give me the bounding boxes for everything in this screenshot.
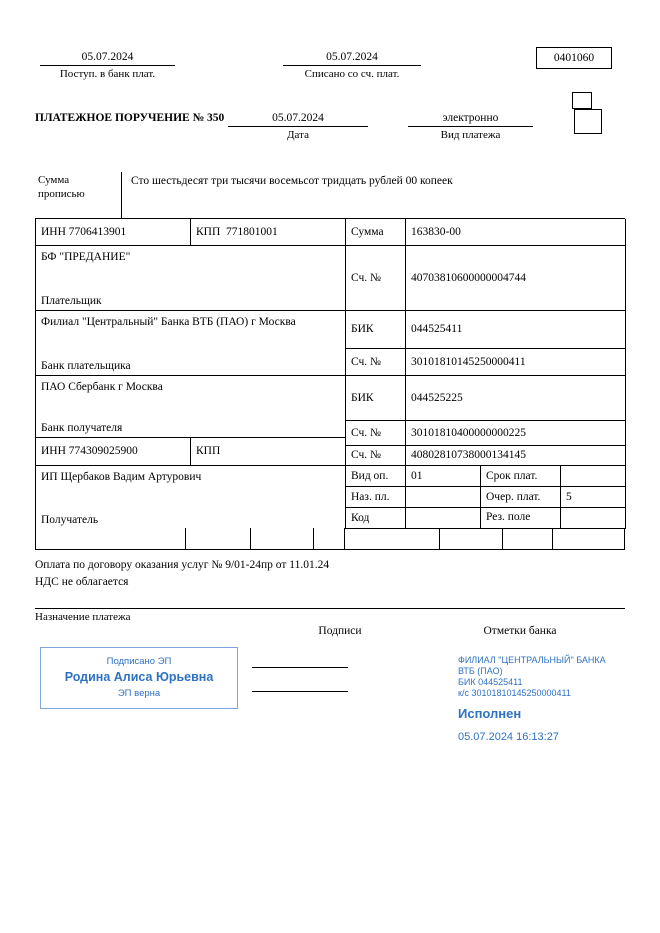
received-date-label: Поступ. в банк плат.: [59, 68, 156, 81]
payer-account-label-cell: Сч. №: [346, 246, 406, 311]
payee-account-label-cell: Сч. №: [346, 446, 406, 466]
purpose-divider: [35, 608, 625, 625]
payer-name: БФ "ПРЕДАНИЕ": [41, 251, 131, 263]
esign-signer-name: Родина Алиса Юрьевна: [64, 670, 214, 685]
doc-date-block: [228, 111, 368, 143]
empty-mark-box: [572, 92, 592, 109]
extra-field-cell: [251, 528, 314, 550]
payment-kind-value: электронно: [408, 111, 533, 127]
payee-bik-cell: 044525225: [406, 376, 626, 421]
payee-name: ИП Щербаков Вадим Артурович: [41, 471, 202, 483]
payee-corr-label-cell: Сч. №: [346, 421, 406, 446]
payer-bank-label: Банк плательщика: [41, 359, 131, 372]
payee-bank-cell: [36, 376, 346, 438]
amount-words-label-line2: прописью: [38, 187, 85, 200]
payee-corr-cell: 30101810400000000225: [406, 421, 626, 446]
amount-words-label-line1: Сумма: [38, 174, 70, 186]
payee-account-cell: 40802810738000134145: [406, 446, 626, 466]
payer-inn-cell: ИНН 7706413901: [36, 219, 191, 246]
debited-date-block: [283, 50, 421, 82]
amount-words-label: [35, 172, 122, 218]
op-kind-label-cell: Вид оп.: [346, 466, 406, 487]
esignature-stamp: [40, 647, 238, 709]
payment-kind-block: [408, 111, 533, 143]
payer-account-cell: 40703810600000004744: [406, 246, 626, 311]
priority-label-cell: Очер. плат.: [481, 487, 561, 508]
received-date-value: 05.07.2024: [40, 50, 175, 66]
received-date-block: [40, 50, 175, 82]
payee-inn-cell: ИНН 774309025900: [36, 438, 191, 466]
payer-bank-name: Филиал "Центральный" Банка ВТБ (ПАО) г Москва: [41, 316, 296, 328]
extra-field-cell: [345, 528, 440, 550]
extra-fields-row: [35, 528, 625, 550]
payee-bik-label-cell: БИК: [346, 376, 406, 421]
payment-kind-label: Вид платежа: [440, 129, 501, 142]
payer-corr-label-cell: Сч. №: [346, 349, 406, 376]
payee-bank-name: ПАО Сбербанк г Москва: [41, 381, 163, 393]
debited-date-label: Списано со сч. плат.: [304, 68, 400, 81]
extra-field-cell: [503, 528, 553, 550]
purpose-label: Назначение платежа: [35, 611, 131, 623]
extra-field-cell: [440, 528, 503, 550]
pay-term-label-cell: Срок плат.: [481, 466, 561, 487]
bank-stamp-line2: ВТБ (ПАО): [458, 666, 503, 676]
form-code-box: 0401060: [536, 47, 612, 69]
payee-kpp-cell: КПП: [191, 438, 346, 466]
esign-signed-label: Подписано ЭП: [106, 656, 172, 668]
signatures-label: Подписи: [318, 625, 362, 637]
signature-line-2: [252, 691, 348, 692]
debited-date-value: 05.07.2024: [283, 50, 421, 66]
payer-kpp-cell: КПП 771801001: [191, 219, 346, 246]
bank-stamp-line4: к/с 30101810145250000411: [458, 688, 571, 698]
payer-role-label: Плательщик: [41, 294, 102, 307]
signature-line-1: [252, 667, 348, 668]
payee-role-label: Получатель: [41, 513, 99, 526]
document-title: ПЛАТЕЖНОЕ ПОРУЧЕНИЕ № 350: [35, 112, 225, 124]
payee-bank-label: Банк получателя: [41, 421, 123, 434]
bank-stamp-status: Исполнен: [458, 706, 522, 721]
bank-stamp-line3: БИК 044525411: [458, 677, 523, 687]
extra-field-cell: [186, 528, 251, 550]
bank-stamp: [458, 655, 633, 745]
purpose-text-block: [35, 558, 625, 590]
priority-value-cell: 5: [561, 487, 626, 508]
payer-bank-cell: [36, 311, 346, 376]
table-left-column: [36, 219, 346, 529]
payer-corr-cell: 30101810145250000411: [406, 349, 626, 376]
extra-field-cell: [314, 528, 346, 550]
reserve-field-value-cell: [561, 508, 626, 529]
table-right-column: [346, 219, 626, 529]
bank-stamp-datetime: 05.07.2024 16:13:27: [458, 731, 559, 744]
bank-stamp-line1: ФИЛИАЛ "ЦЕНТРАЛЬНЫЙ" БАНКА: [458, 655, 606, 665]
code-label-cell: Код: [346, 508, 406, 529]
amount-words-text: Сто шестьдесят три тысячи восемьсот тридцать рублей 00 копеек: [131, 175, 453, 187]
payee-cell: [36, 466, 346, 529]
extra-field-cell: [553, 528, 625, 550]
payer-status-box: [574, 109, 602, 134]
code-value-cell: [406, 508, 481, 529]
extra-field-cell: [36, 528, 186, 550]
purpose-line2: НДС не облагается: [35, 576, 129, 589]
pay-term-value-cell: [561, 466, 626, 487]
pay-purpose-code-label-cell: Наз. пл.: [346, 487, 406, 508]
amount-words-row: [35, 172, 625, 218]
reserve-field-label-cell: Рез. поле: [481, 508, 561, 529]
main-table: [35, 218, 625, 529]
pay-purpose-code-value-cell: [406, 487, 481, 508]
bank-marks-label: Отметки банка: [483, 625, 557, 637]
op-kind-value-cell: 01: [406, 466, 481, 487]
payer-cell: [36, 246, 346, 311]
esign-valid-label: ЭП верна: [117, 687, 161, 699]
sum-value-cell: 163830-00: [406, 219, 626, 246]
payer-bik-label-cell: БИК: [346, 311, 406, 349]
doc-date-label: Дата: [287, 129, 309, 142]
purpose-line1: Оплата по договору оказания услуг № 9/01-24пр от 11.01.24: [35, 559, 330, 571]
doc-date-value: 05.07.2024: [228, 111, 368, 127]
sum-label-cell: Сумма: [346, 219, 406, 246]
payer-bik-cell: 044525411: [406, 311, 626, 349]
